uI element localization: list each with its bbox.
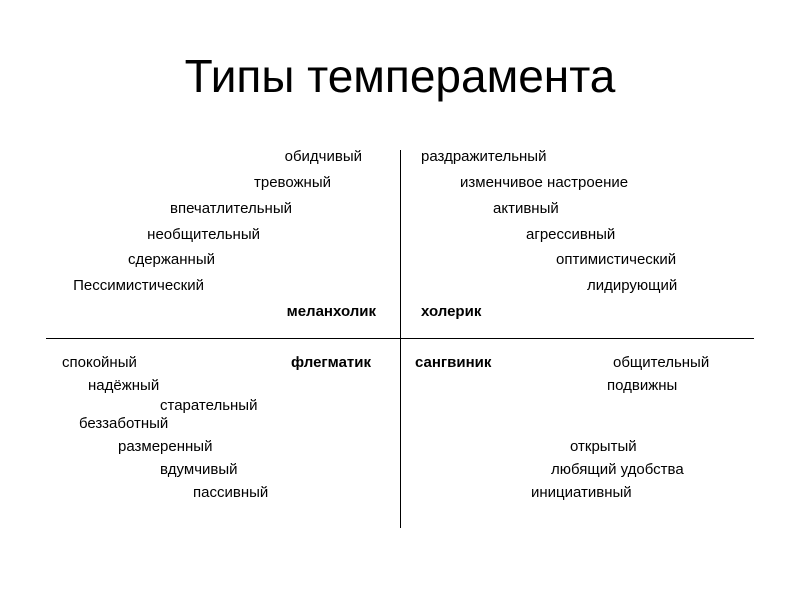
trait-top-left: тревожный [253,174,331,191]
trait-top-left: сдержанный [127,251,215,268]
trait-top-right: изменчивое настроение [460,174,629,191]
trait-top-left: необщительный [147,226,260,243]
trait-top-right: лидирующий [587,277,678,294]
trait-bottom-left: беззаботный [79,415,169,432]
trait-bottom-left: спокойный [62,354,137,371]
trait-bottom-right: инициативный [531,484,632,501]
trait-bottom-right: открытый [570,438,637,455]
trait-top-right: агрессивный [526,226,616,243]
type-phlegmatic: флегматик [291,354,371,371]
page-title: Типы темперамента [184,50,616,102]
trait-bottom-right: любящий удобства [551,461,684,478]
trait-bottom-right: подвижны [607,377,678,394]
vertical-axis-line [400,150,401,528]
trait-top-right: активный [493,200,559,217]
trait-top-right: оптимистический [556,251,677,268]
trait-top-left: обидчивый [284,148,362,165]
trait-top-right: раздражительный [421,148,547,165]
horizontal-axis-line [46,338,754,339]
trait-top-left: впечатлительный [170,200,292,217]
trait-bottom-left: старательный [160,397,258,414]
type-sanguine: сангвиник [415,354,492,371]
trait-bottom-right: общительный [613,354,710,371]
trait-bottom-left: пассивный [193,484,269,501]
trait-top-left: Пессимистический [73,277,204,294]
trait-bottom-left: вдумчивый [160,461,238,478]
trait-bottom-left: надёжный [88,377,160,394]
trait-bottom-left: размеренный [118,438,213,455]
type-melancholic: меланхолик [286,303,376,320]
type-choleric: холерик [421,303,482,320]
